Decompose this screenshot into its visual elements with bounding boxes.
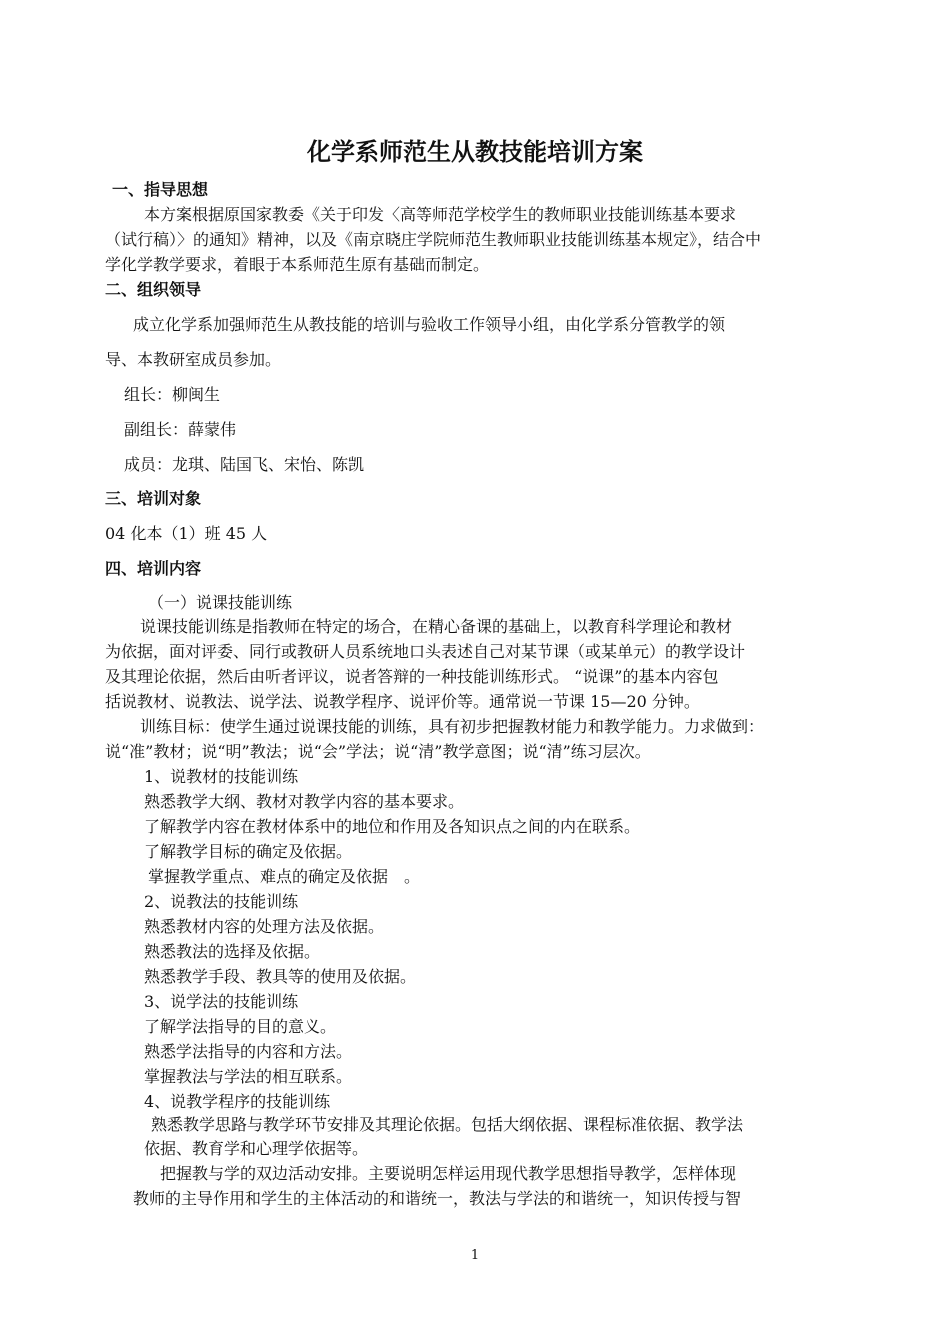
trainee-class: 04 化本（1）班 45 人 — [105, 524, 268, 543]
paragraph-line: 训练目标：使学生通过说课技能的训练，具有初步把握教材能力和教学能力。力求做到： — [140, 717, 765, 736]
subsection-heading: （一）说课技能训练 — [148, 593, 293, 612]
list-heading: 3、说学法的技能训练 — [144, 992, 299, 1011]
paragraph-line: 把握教与学的双边活动安排。主要说明怎样运用现代教学思想指导教学，怎样体现 — [160, 1164, 737, 1183]
paragraph-line: 学化学教学要求，着眼于本系师范生原有基础而制定。 — [105, 255, 490, 274]
section-heading-organization: 二、组织领导 — [105, 280, 202, 299]
list-item: 掌握教法与学法的相互联系。 — [144, 1067, 353, 1086]
group-leader: 组长：柳闽生 — [124, 385, 221, 404]
paragraph-line: 及其理论依据，然后由听者评议，说者答辩的一种技能训练形式。 “说课”的基本内容包 — [105, 667, 719, 686]
paragraph-line: 依据、教育学和心理学依据等。 — [144, 1139, 369, 1158]
section-heading-content: 四、培训内容 — [105, 559, 202, 578]
paragraph-line: 说课技能训练是指教师在特定的场合，在精心备课的基础上，以教育科学理论和教材 — [140, 617, 733, 636]
section-heading-trainees: 三、培训对象 — [105, 489, 202, 508]
list-heading: 2、说教法的技能训练 — [144, 892, 299, 911]
list-item: 了解教学目标的确定及依据。 — [144, 842, 353, 861]
document-title: 化学系师范生从教技能培训方案 — [307, 138, 643, 166]
paragraph-line: （试行稿）〉的通知》精神，以及《南京晓庄学院师范生教师职业技能训练基本规定》，结合中 — [105, 230, 762, 249]
paragraph-line: 导、本教研室成员参加。 — [105, 350, 282, 369]
paragraph-line: 为依据，面对评委、同行或教研人员系统地口头表述自己对某节课（或某单元）的教学设计 — [105, 642, 746, 661]
paragraph-line: 本方案根据原国家教委《关于印发〈高等师范学校学生的教师职业技能训练基本要求 — [144, 205, 737, 224]
list-heading: 1、说教材的技能训练 — [144, 767, 299, 786]
page-number: 1 — [470, 1248, 480, 1263]
list-item: 熟悉学法指导的内容和方法。 — [144, 1042, 353, 1061]
list-item: 了解学法指导的目的意义。 — [144, 1017, 337, 1036]
paragraph-line: 括说教材、说教法、说学法、说教学程序、说评价等。通常说一节课 15—20 分钟。 — [105, 692, 700, 711]
deputy-leader: 副组长：薛蒙伟 — [124, 420, 237, 439]
group-members: 成员：龙琪、陆国飞、宋怡、陈凯 — [124, 455, 365, 474]
list-item: 了解教学内容在教材体系中的地位和作用及各知识点之间的内在联系。 — [144, 817, 641, 836]
paragraph-line: 熟悉教学思路与教学环节安排及其理论依据。包括大纲依据、课程标准依据、教学法 — [151, 1115, 744, 1134]
section-heading-guiding-ideology: 一、指导思想 — [112, 180, 209, 199]
paragraph-line: 说“准”教材；说“明”教法；说“会”学法；说“清”教学意图；说“清”练习层次。 — [105, 742, 651, 761]
list-item: 熟悉教学大纲、教材对教学内容的基本要求。 — [144, 792, 465, 811]
list-item: 熟悉教学手段、教具等的使用及依据。 — [144, 967, 417, 986]
list-item: 熟悉教材内容的处理方法及依据。 — [144, 917, 385, 936]
list-item: 掌握教学重点、难点的确定及依据 。 — [148, 867, 421, 886]
list-item: 熟悉教法的选择及依据。 — [144, 942, 321, 961]
paragraph-line: 成立化学系加强师范生从教技能的培训与验收工作领导小组，由化学系分管教学的领 — [133, 315, 726, 334]
list-heading: 4、说教学程序的技能训练 — [144, 1092, 331, 1111]
paragraph-line: 教师的主导作用和学生的主体活动的和谐统一，教法与学法的和谐统一，知识传授与智 — [133, 1189, 742, 1208]
